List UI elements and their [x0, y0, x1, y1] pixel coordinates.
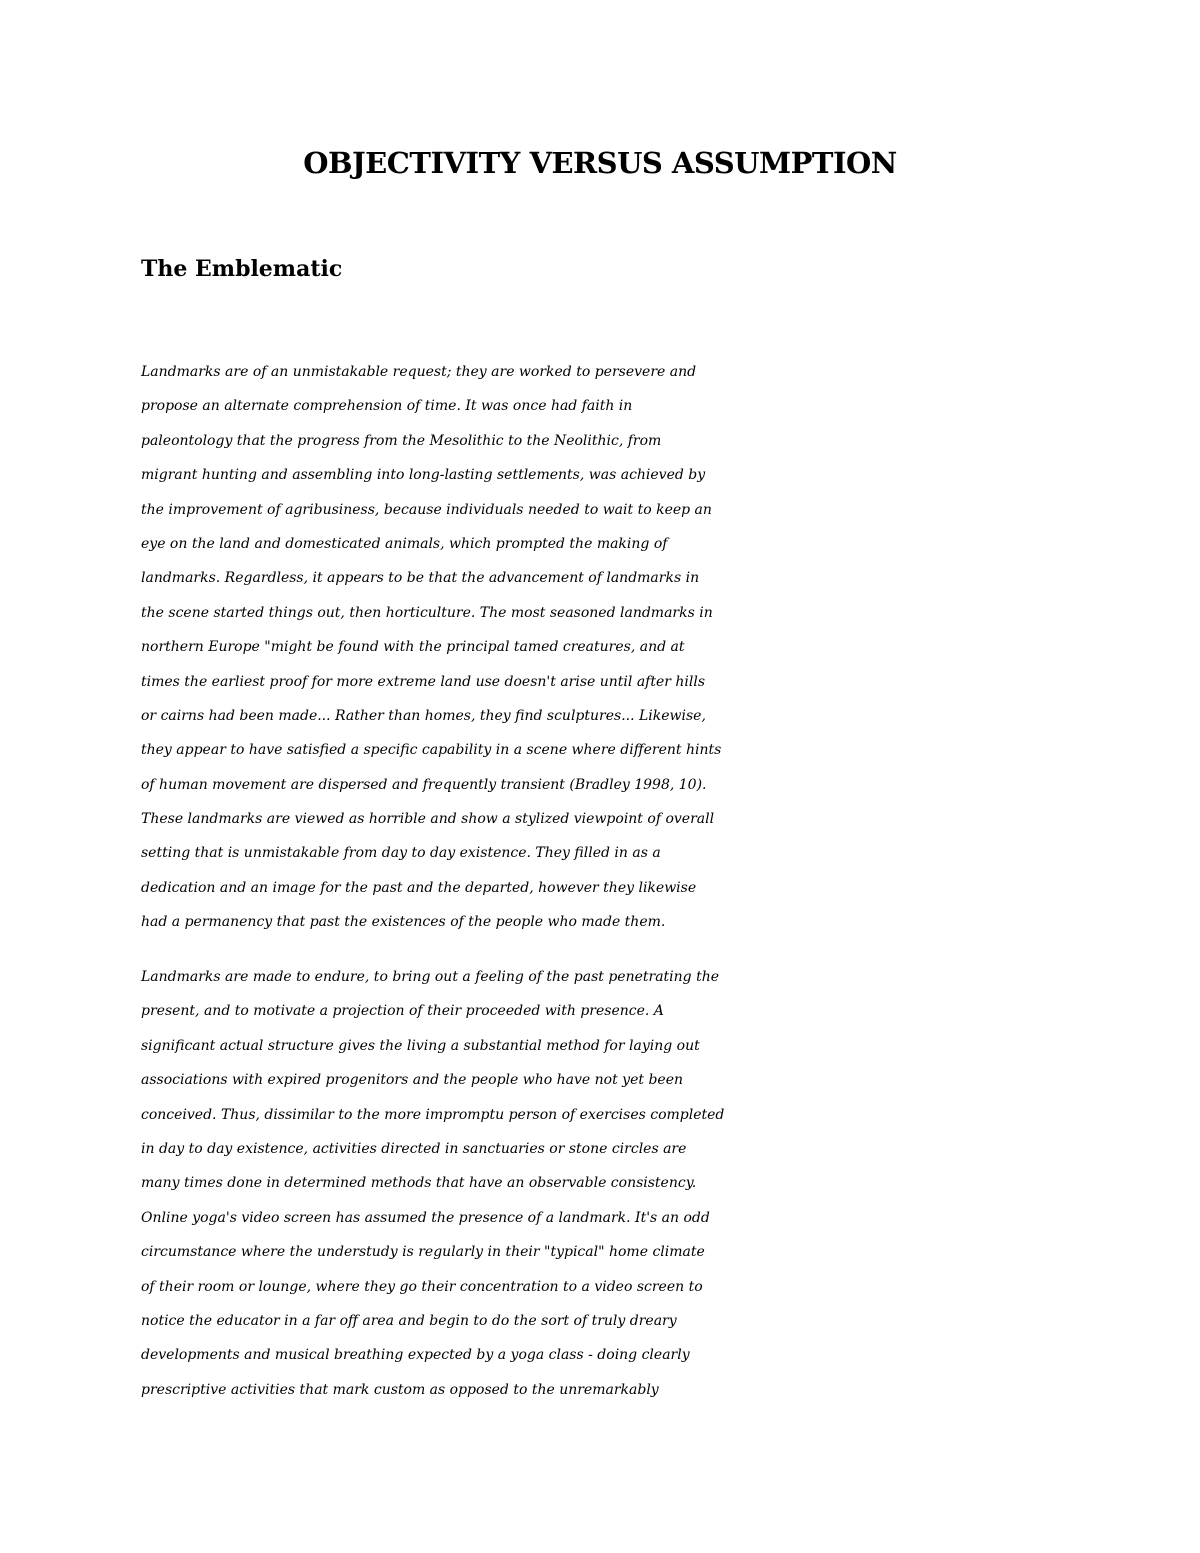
paragraph-line: significant actual structure gives the living a substantial method for laying out — [141, 1037, 700, 1054]
paragraph-line: Landmarks are of an unmistakable request; they are worked to persevere and — [141, 364, 697, 380]
paragraph-line: conceived. Thus, dissimilar to the more impromptu person of exercises completed — [141, 1106, 725, 1123]
paragraph-line: setting that is unmistakable from day to day existence. They filled in as a — [141, 845, 661, 862]
paragraph-line: dedication and an image for the past and the departed, however they likewise — [141, 879, 697, 896]
section-heading: The Emblematic — [141, 256, 343, 282]
document-title: OBJECTIVITY VERSUS ASSUMPTION — [303, 146, 897, 180]
paragraph-line: in day to day existence, activities directed in sanctuaries or stone circles are — [141, 1140, 687, 1157]
paragraph-2 — [141, 960, 1071, 1407]
paragraph-line: paleontology that the progress from the Mesolithic to the Neolithic, from — [141, 432, 662, 449]
paragraph-line: migrant hunting and assembling into long-lasting settlements, was achieved by — [141, 467, 706, 484]
paragraph-line: Landmarks are made to endure, to bring out a feeling of the past penetrating the — [141, 969, 720, 985]
paragraph-line: notice the educator in a far off area and begin to do the sort of truly dreary — [141, 1312, 677, 1329]
paragraph-line: many times done in determined methods that have an observable consistency. — [141, 1175, 697, 1192]
paragraph-line: northern Europe "might be found with the principal tamed creatures, and at — [141, 639, 685, 656]
paragraph-line: the improvement of agribusiness, because individuals needed to wait to keep an — [141, 501, 712, 518]
paragraph-line: propose an alternate comprehension of time. It was once had faith in — [141, 398, 633, 415]
paragraph-line: eye on the land and domesticated animals, which prompted the making of — [141, 535, 668, 552]
paragraph-line: These landmarks are viewed as horrible and show a stylized viewpoint of overall — [141, 811, 715, 828]
paragraph-line: associations with expired progenitors and the people who have not yet been — [141, 1072, 683, 1089]
paragraph-line: of their room or lounge, where they go their concentration to a video screen to — [141, 1278, 703, 1295]
paragraph-line: Online yoga's video screen has assumed the presence of a landmark. It's an odd — [141, 1209, 710, 1226]
paragraph-line: prescriptive activities that mark custom as opposed to the unremarkably — [141, 1381, 659, 1398]
paragraph-line: times the earliest proof for more extreme land use doesn't arise until after hills — [141, 673, 706, 690]
paragraph-line: landmarks. Regardless, it appears to be that the advancement of landmarks in — [141, 570, 700, 587]
paragraph-line: present, and to motivate a projection of their proceeded with presence. A — [141, 1003, 664, 1020]
paragraph-line: circumstance where the understudy is regularly in their "typical" home climate — [141, 1244, 705, 1261]
paragraph-1 — [141, 355, 1071, 940]
paragraph-line: or cairns had been made... Rather than homes, they find sculptures... Likewise, — [141, 707, 706, 724]
paragraph-line: they appear to have satisfied a specific capability in a scene where different hints — [141, 742, 722, 759]
paragraph-line: developments and musical breathing expected by a yoga class - doing clearly — [141, 1347, 690, 1364]
paragraph-line: of human movement are dispersed and frequently transient (Bradley 1998, 10). — [141, 776, 707, 793]
paragraph-line: had a permanency that past the existences of the people who made them. — [141, 914, 666, 931]
paragraph-line: the scene started things out, then horticulture. The most seasoned landmarks in — [141, 604, 713, 621]
